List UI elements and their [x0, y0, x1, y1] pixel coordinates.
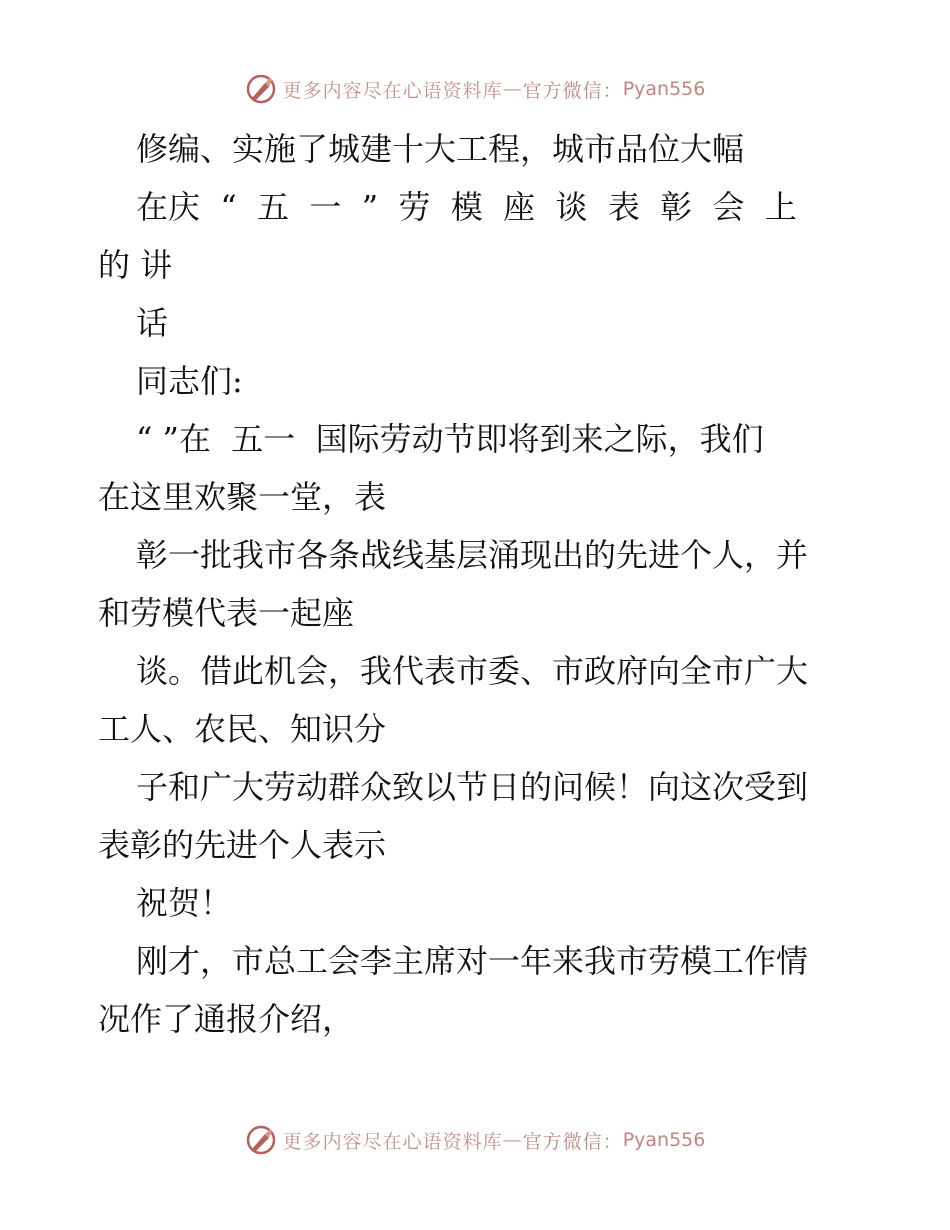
text-line: 和劳模代表一起座 [98, 594, 355, 632]
watermark-main-text: 更多内容尽在心语资料库 [282, 1130, 503, 1153]
speech-title-line: 在庆 “ 五 一 ” 劳 模 座 谈 表 彰 会 上 [136, 188, 797, 226]
watermark-dash: — [502, 78, 523, 100]
text-line: 彰一批我市各条战线基层涌现出的先进个人，并 [136, 536, 809, 574]
header-watermark [0, 69, 950, 109]
text-line: 在这里欢聚一堂，表 [98, 478, 387, 516]
text-line: 祝贺！ [136, 884, 233, 922]
speech-title-line: 的 讲 [98, 246, 173, 284]
text-line: 表彰的先进个人表示 [98, 826, 387, 864]
text-line: “ ”在 五一 国际劳动节即将到来之际，我们 [136, 420, 764, 458]
watermark-wechat-id: Pyan556 [622, 78, 706, 100]
text-line: 工人、农民、知识分 [98, 710, 387, 748]
salutation: 同志们: [136, 362, 243, 400]
text-line: 子和广大劳动群众致以节日的问候！向这次受到 [136, 768, 809, 806]
watermark-label: 官方微信： [522, 1130, 623, 1153]
watermark-dash: — [502, 1129, 523, 1151]
text-line: 谈。借此机会，我代表市委、市政府向全市广大 [136, 652, 809, 690]
pen-logo-icon [245, 1124, 277, 1156]
watermark-main-text: 更多内容尽在心语资料库 [282, 79, 503, 102]
footer-watermark [0, 1120, 950, 1160]
watermark-wechat-id: Pyan556 [622, 1129, 706, 1151]
watermark-label: 官方微信： [522, 79, 623, 102]
text-line: 况作了通报介绍， [98, 1000, 355, 1038]
text-line: 修编、实施了城建十大工程，城市品位大幅 [136, 130, 745, 168]
text-line: 刚才，市总工会李主席对一年来我市劳模工作情 [136, 942, 809, 980]
pen-logo-icon [245, 73, 277, 105]
speech-title-line: 话 [136, 304, 169, 342]
